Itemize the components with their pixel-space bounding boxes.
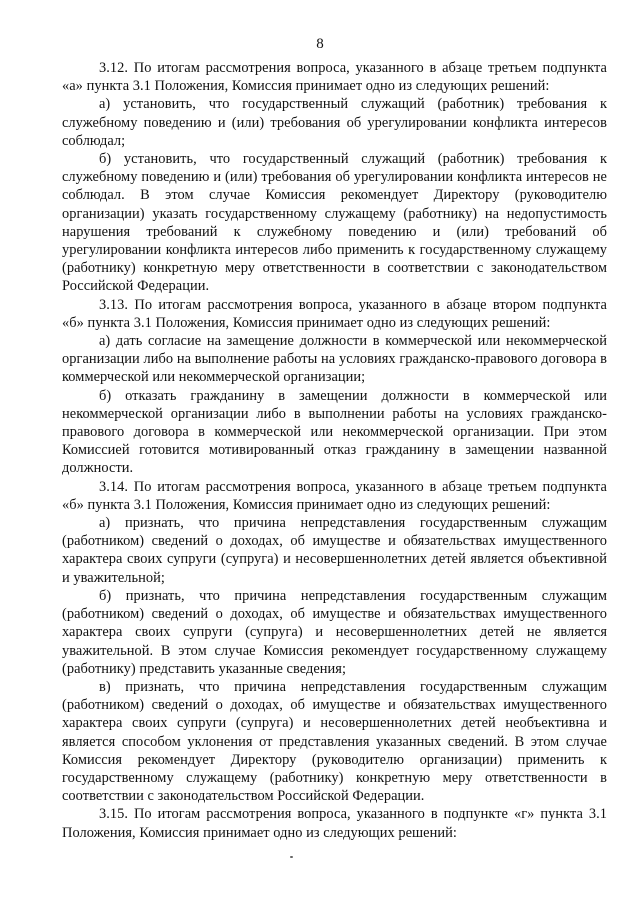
paragraph-3-14-b: б) признать, что причина непредставления государственным служащим (работником) сведений о доходах, об имуществе и обязательствах имущественного характера своих супруги (супруга) и несовершеннолетних детей не является уважительной. В этом случае Комиссия рекомендует государственному служащему (работнику) представить указанные сведения; — [62, 587, 607, 677]
paragraph-3-14: 3.14. По итогам рассмотрения вопроса, указанного в абзаце третьем подпункта «б» пункта 3.1 Положения, Комиссия принимает одно из следующих решений: — [62, 478, 607, 513]
paragraph-3-14-c: в) признать, что причина непредставления государственным служащим (работником) сведений о доходах, об имуществе и обязательствах имущественного характера своих супруги (супруга) и несовершеннолетних детей необъективна и является способом уклонения от представления указанных сведений. В этом случае Комиссия рекомендует Директору (руководителю организации) применить к государственному служащему (работнику) конкретную меру ответственности в соответствии с законодательством Российской Федерации. — [62, 678, 607, 805]
paragraph-3-15: 3.15. По итогам рассмотрения вопроса, указанного в подпункте «г» пункта 3.1 Положения, Комиссия принимает одно из следующих решений: — [62, 806, 607, 841]
paragraph-3-13-a: а) дать согласие на замещение должности в коммерческой или некоммерческой организации либо на выполнение работы на условиях гражданско-правового договора в коммерческой или некоммерческой организации; — [62, 333, 607, 386]
paragraph-3-13-b: б) отказать гражданину в замещении должности в коммерческой или некоммерческой организации либо в выполнении работы на условиях гражданско-правового договора в коммерческой или некоммерческой организации. При этом Комиссией готовится мотивированный отказ гражданину в замещении названной должности. — [62, 387, 607, 477]
paragraph-3-12: 3.12. По итогам рассмотрения вопроса, указанного в абзаце третьем подпункта «а» пункта 3.1 Положения, Комиссия принимает одно из следующих решений: — [62, 60, 607, 95]
scan-mark — [290, 856, 293, 858]
paragraph-3-12-a: а) установить, что государственный служащий (работник) требования к служебному поведению и (или) требования об урегулировании конфликта интересов соблюдал; — [62, 96, 607, 149]
paragraph-3-14-a: а) признать, что причина непредставления государственным служащим (работником) сведений о доходах, об имуществе и обязательствах имущественного характера своих супруги (супруга) и несовершеннолетних детей является объективной и уважительной; — [62, 515, 607, 586]
paragraph-3-13: 3.13. По итогам рассмотрения вопроса, указанного в абзаце втором подпункта «б» пункта 3.1 Положения, Комиссия принимает одно из следующих решений: — [62, 296, 607, 331]
page-number: 8 — [316, 36, 324, 52]
document-body — [62, 59, 607, 842]
paragraph-3-12-b: б) установить, что государственный служащий (работник) требования к служебному поведению и (или) требования об урегулировании конфликта интересов не соблюдал. В этом случае Комиссия рекомендует Директору (руководителю организации) указать государственному служащему (работнику) на недопустимость нарушения требований к служебному поведению и (или) требований об урегулировании конфликта интересов либо применить к государственному служащему (работнику) конкретную меру ответственности в соответствии с законодательством Российской Федерации. — [62, 151, 607, 295]
